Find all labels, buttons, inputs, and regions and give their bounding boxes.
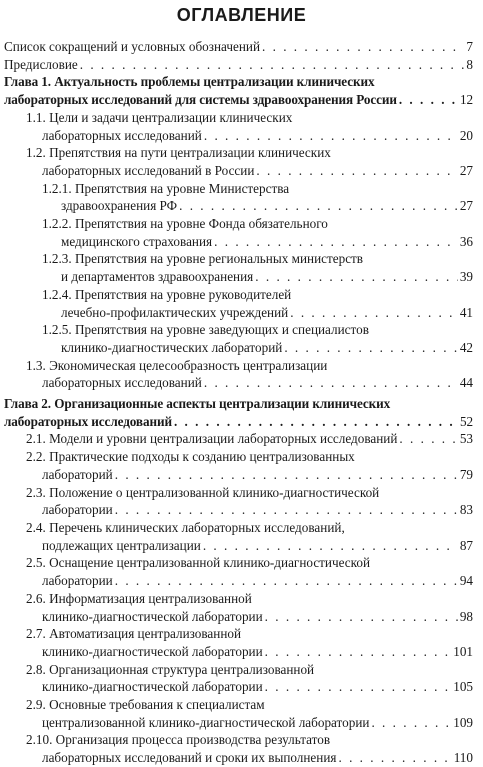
toc-entry-text: медицинского страхования	[61, 233, 213, 249]
page-number: 52	[460, 413, 473, 429]
toc-entry-text: подлежащих централизации	[42, 537, 201, 553]
toc-entry	[0, 215, 483, 250]
dot-leader	[265, 678, 452, 696]
dot-leader	[115, 466, 458, 484]
page-number: 36	[459, 233, 473, 249]
toc-entry-text: клинико-диагностической лаборатории	[42, 679, 263, 695]
toc-entry-text: клинико-диагностической лаборатории	[42, 608, 263, 624]
page-number: 101	[453, 643, 473, 659]
page-number: 7	[466, 39, 473, 54]
toc-entry-text: лабораторных исследований для системы здравоохранения России	[4, 92, 397, 108]
toc-entry-text: лаборатории	[42, 573, 113, 589]
dot-leader	[265, 643, 452, 661]
toc-entry	[0, 448, 483, 483]
dot-leader	[204, 374, 458, 392]
page-number: 27	[459, 198, 473, 214]
toc-entry-text: 2.10. Организация процесса производства результатов	[26, 732, 331, 748]
page-number: 39	[459, 269, 473, 285]
dot-leader	[371, 714, 451, 732]
dot-leader	[399, 91, 458, 109]
dot-leader	[399, 430, 457, 448]
toc-entry-text: 1.2.4. Препятствия на уровне руководителей	[42, 286, 292, 302]
toc-entry-text: лабораторных исследований	[42, 375, 202, 391]
toc-entry-text: Глава 1. Актуальность проблемы централизации клинических	[4, 74, 375, 90]
toc-entry-text: 2.5. Оснащение централизованной клинико-диагностической	[26, 555, 371, 571]
dot-leader	[174, 413, 458, 431]
page-number: 27	[459, 162, 473, 178]
toc-entry-text: 1.3. Экономическая целесообразность централизации	[26, 357, 328, 373]
dot-leader	[204, 127, 458, 145]
toc-entry	[0, 357, 483, 392]
toc-entry-text: лабораторных исследований и сроки их выполнения	[42, 750, 337, 766]
toc-entry	[0, 661, 483, 696]
page-number: 53	[459, 431, 473, 447]
dot-leader	[214, 233, 458, 251]
toc-entry-text: Глава 2. Организационные аспекты централизации клинических	[4, 396, 391, 412]
toc-entry	[0, 590, 483, 625]
dot-leader	[115, 572, 458, 590]
toc-entry	[0, 554, 483, 589]
toc-entry	[0, 430, 483, 448]
toc-entry	[0, 144, 483, 179]
toc-entry	[0, 38, 483, 56]
toc-entry-text: 2.3. Положение о централизованной клинико-диагностической	[26, 484, 380, 500]
dot-leader	[338, 749, 451, 767]
table-of-contents	[0, 38, 483, 767]
page-number: 105	[453, 679, 473, 695]
toc-entry-text: 1.2.2. Препятствия на уровне Фонда обязательного	[42, 216, 328, 232]
toc-entry-text: централизованной клинико-диагностической лаборатории	[42, 714, 370, 730]
toc-entry-text: клинико-диагностической лаборатории	[42, 643, 263, 659]
toc-entry-text: 1.1. Цели и задачи централизации клинических	[26, 109, 293, 125]
toc-entry-text: лабораторий	[42, 466, 113, 482]
page-number: 87	[459, 537, 473, 553]
toc-entry-text: 2.4. Перечень клинических лабораторных исследований,	[26, 519, 345, 535]
dot-leader	[284, 339, 457, 357]
dot-leader	[80, 56, 465, 74]
toc-entry	[0, 519, 483, 554]
toc-entry	[0, 109, 483, 144]
page-number: 110	[453, 750, 473, 766]
dot-leader	[203, 537, 458, 555]
dot-leader	[255, 268, 458, 286]
toc-entry-text: 1.2.5. Препятствия на уровне заведующих и специалистов	[42, 322, 369, 338]
page-number: 98	[459, 608, 473, 624]
toc-entry-text: 2.2. Практические подходы к созданию централизованных	[26, 449, 355, 465]
toc-chapter-entry	[0, 73, 483, 108]
toc-entry-text: лаборатории	[42, 502, 113, 518]
toc-entry-text: 2.8. Организационная структура централизованной	[26, 661, 315, 677]
page-number: 44	[459, 375, 473, 391]
toc-chapter-entry	[0, 395, 483, 430]
toc-entry	[0, 696, 483, 731]
toc-entry-text: клинико-диагностических лабораторий	[61, 339, 283, 355]
toc-entry	[0, 180, 483, 215]
toc-entry-text: 2.6. Информатизация централизованной	[26, 590, 252, 606]
toc-entry-text: 1.2.3. Препятствия на уровне региональных министерств	[42, 251, 364, 267]
toc-entry-text: здравоохранения РФ	[61, 198, 178, 214]
toc-entry-text: Список сокращений и условных обозначений	[4, 39, 260, 54]
page-number: 41	[459, 304, 473, 320]
page-number: 8	[466, 56, 473, 72]
toc-entry	[0, 250, 483, 285]
toc-entry-text: 2.1. Модели и уровни централизации лабораторных исследований	[26, 431, 398, 447]
dot-leader	[179, 197, 458, 215]
toc-entry-text: лечебно-профилактических учреждений	[61, 304, 289, 320]
toc-entry-text: лабораторных исследований в России	[42, 162, 255, 178]
page-number: 20	[459, 127, 473, 143]
toc-entry-text: и департаментов здравоохранения	[61, 269, 254, 285]
toc-entry-text: лабораторных исследований	[4, 413, 172, 429]
page-number: 12	[460, 92, 473, 108]
toc-entry	[0, 321, 483, 356]
page-number: 79	[459, 466, 473, 482]
toc-entry	[0, 56, 483, 74]
toc-entry-text: лабораторных исследований	[42, 127, 202, 143]
dot-leader	[262, 38, 464, 56]
dot-leader	[290, 304, 458, 322]
toc-entry	[0, 286, 483, 321]
dot-leader	[115, 501, 458, 519]
page-number: 42	[459, 339, 473, 355]
dot-leader	[265, 608, 458, 626]
toc-entry-text: 2.9. Основные требования к специалистам	[26, 697, 265, 713]
page-number: 109	[453, 714, 473, 730]
page-title: ОГЛАВЛЕНИЕ	[176, 5, 307, 25]
toc-entry-text: 1.2.1. Препятствия на уровне Министерства	[42, 180, 290, 196]
toc-entry-text: 2.7. Автоматизация централизованной	[26, 626, 242, 642]
dot-leader	[256, 162, 457, 180]
page-number: 94	[459, 573, 473, 589]
toc-entry-text: 1.2. Препятствия на пути централизации клинических	[26, 145, 331, 161]
toc-entry	[0, 731, 483, 766]
page-number: 83	[459, 502, 473, 518]
toc-entry-text: Предисловие	[4, 56, 78, 72]
toc-entry	[0, 484, 483, 519]
toc-entry	[0, 625, 483, 660]
